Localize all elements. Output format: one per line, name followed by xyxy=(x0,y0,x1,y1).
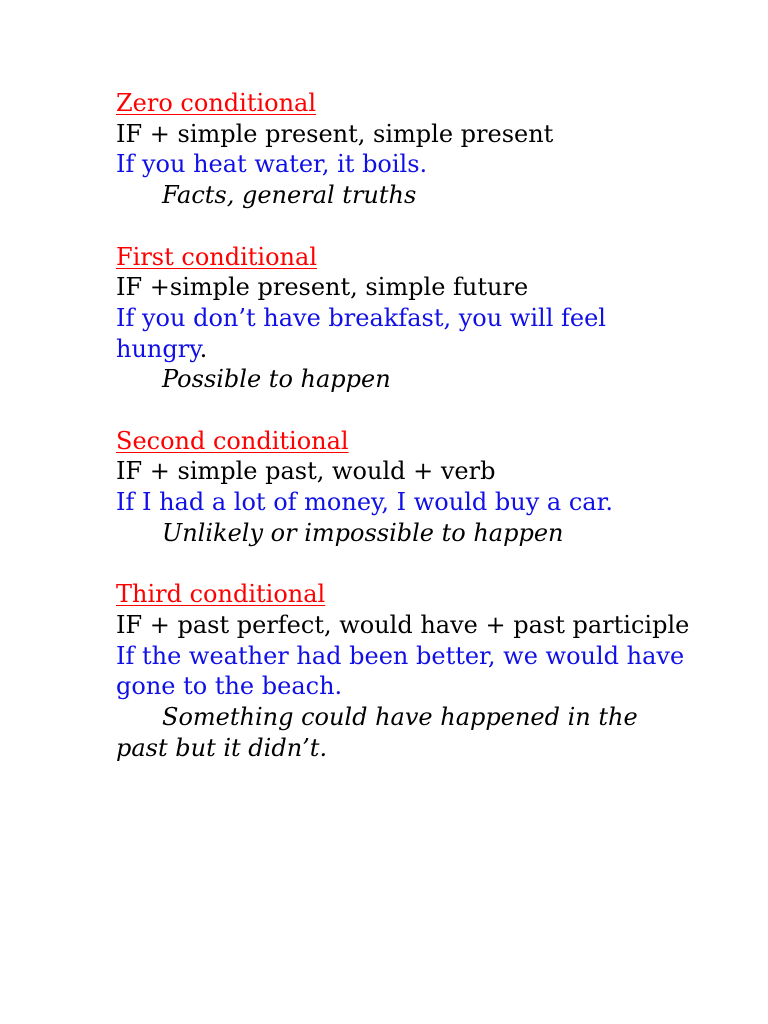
section-second-conditional xyxy=(116,426,656,549)
usage-line: Facts, general truths xyxy=(162,181,417,210)
section-example xyxy=(116,149,656,180)
section-third-conditional xyxy=(116,579,690,763)
example-line: hungry xyxy=(116,334,200,363)
section-usage xyxy=(116,180,656,211)
section-zero-conditional xyxy=(116,88,656,211)
usage-line: Unlikely or impossible to happen xyxy=(162,518,564,547)
section-rule: IF + simple present, simple present xyxy=(116,119,554,148)
section-rule: IF + past perfect, would have + past participle xyxy=(116,610,690,639)
example-line-wrap xyxy=(116,334,656,365)
section-heading: Second conditional xyxy=(116,426,349,455)
usage-line: Something could have happened in the xyxy=(162,703,638,732)
example-line: If you don’t have breakfast, you will feel xyxy=(116,303,606,332)
section-example xyxy=(116,641,685,702)
section-heading: First conditional xyxy=(116,242,317,271)
section-first-conditional xyxy=(116,242,656,396)
example-line: If the weather had been better, we would have xyxy=(116,641,685,670)
example-line: gone to the beach. xyxy=(116,672,343,701)
section-rule: IF + simple past, would + verb xyxy=(116,457,496,486)
section-heading: Zero conditional xyxy=(116,89,317,117)
section-usage xyxy=(116,364,656,395)
usage-line: Possible to happen xyxy=(162,365,391,394)
section-usage xyxy=(116,702,656,763)
example-line: If you heat water, it boils. xyxy=(116,150,428,179)
section-example xyxy=(116,487,656,518)
document-page xyxy=(116,88,690,794)
section-usage xyxy=(116,518,656,549)
section-heading: Third conditional xyxy=(116,580,326,609)
usage-line: past but it didn’t. xyxy=(116,733,328,762)
section-example xyxy=(116,303,656,364)
section-rule: IF +simple present, simple future xyxy=(116,273,529,302)
example-line: If I had a lot of money, I would buy a car. xyxy=(116,488,614,517)
example-trailing-punctuation: . xyxy=(199,334,208,363)
